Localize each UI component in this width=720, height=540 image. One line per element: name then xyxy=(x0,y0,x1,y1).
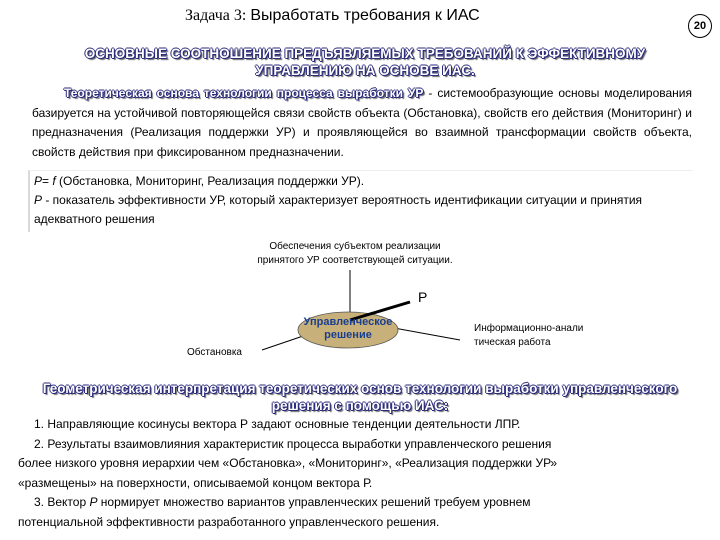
section2-heading-line1: Геометрическая интерпретация теоретических основ технологии выработки управленческого xyxy=(42,381,678,396)
formula-definition: - показатель эффективности УР, который характеризует вероятность идентификации ситуации и принятия адекватного решения xyxy=(34,193,643,226)
theory-text: - системообразующие основы моделирования базируется на устойчивой повторяющейся связи свойств объекта (Обстановка), свойств его действия (Мониторинг) и предназначения (Реализация поддержки УР) и проявляющейся во взаимной трансформации свойств объекта, свойств действия при фиксированном предназначении. xyxy=(32,86,693,159)
ellipse-label-line1: Управленческое xyxy=(303,316,393,328)
task-text: Выработать требования к ИАС xyxy=(250,7,480,24)
list-item-3-text: нормирует множество вариантов управленческих решений требуем уровнем xyxy=(97,495,531,509)
formula-box xyxy=(28,170,693,232)
section2-heading-line2: решения с помощью ИАС: xyxy=(271,398,449,413)
section2-heading xyxy=(20,380,700,414)
vector-label: Р xyxy=(418,289,428,305)
list-item-2a: 2. Результаты взаимовлияния характеристик процесса выработки управленческого решения xyxy=(34,436,552,451)
task-label: Задача 3: xyxy=(185,7,247,24)
formula-line1 xyxy=(34,172,689,191)
list-item-2b: более низкого уровня иерархии чем «Обстановка», «Мониторинг», «Реализация поддержки УР» xyxy=(18,456,558,470)
formula-var-p: P xyxy=(34,174,43,188)
list-item-3a xyxy=(18,493,688,513)
theory-term: Теоретическая основа технологии процесса выработки УР xyxy=(64,86,424,100)
list-item-1: 1. Направляющие косинусы вектора Р задают основные тенденции деятельности ЛПР. xyxy=(34,417,521,431)
list-item-3-var: Р xyxy=(89,495,98,509)
formula-var-p2: P xyxy=(34,193,43,207)
right-axis-label-line2: тическая работа xyxy=(474,337,551,348)
formula-eq: = xyxy=(42,174,53,188)
list-item-3-prefix: 3. Вектор xyxy=(34,495,90,509)
top-axis-label-line2: принятого УР соответствующей ситуации. xyxy=(257,255,453,266)
formula-line2 xyxy=(34,191,689,229)
ellipse-label-line2: решение xyxy=(324,329,372,341)
top-axis-label xyxy=(235,240,475,268)
interpretation-list xyxy=(18,415,688,532)
right-axis-label xyxy=(474,322,583,350)
axis-diagram xyxy=(0,230,720,380)
list-item-3b: потенциальной эффективности разработанного управленческого решения. xyxy=(18,514,440,529)
page-number-badge: 20 xyxy=(688,14,712,38)
section1-heading xyxy=(20,45,710,79)
formula-args: (Обстановка, Мониторинг, Реализация поддержки УР). xyxy=(55,174,365,188)
task-title xyxy=(185,7,480,25)
formula-f: f xyxy=(52,174,56,188)
top-axis-label-line1: Обеспечения субъектом реализации xyxy=(269,241,441,252)
section1-heading-line2: УПРАВЛЕНИЮ НА ОСНОВЕ ИАС. xyxy=(255,63,475,78)
list-item-2c: «размещены» на поверхности, описываемой концом вектора Р. xyxy=(18,475,373,490)
left-axis-label: Обстановка xyxy=(187,347,242,358)
right-axis-label-line1: Информационно-анали xyxy=(474,323,584,334)
ellipse-label xyxy=(298,316,398,342)
theory-paragraph xyxy=(32,84,692,162)
section1-heading-line1: ОСНОВНЫЕ СООТНОШЕНИЕ ПРЕДЪЯВЛЯЕМЫХ ТРЕБОВАНИЙ К ЭФФЕКТИВНОМУ xyxy=(84,46,646,61)
